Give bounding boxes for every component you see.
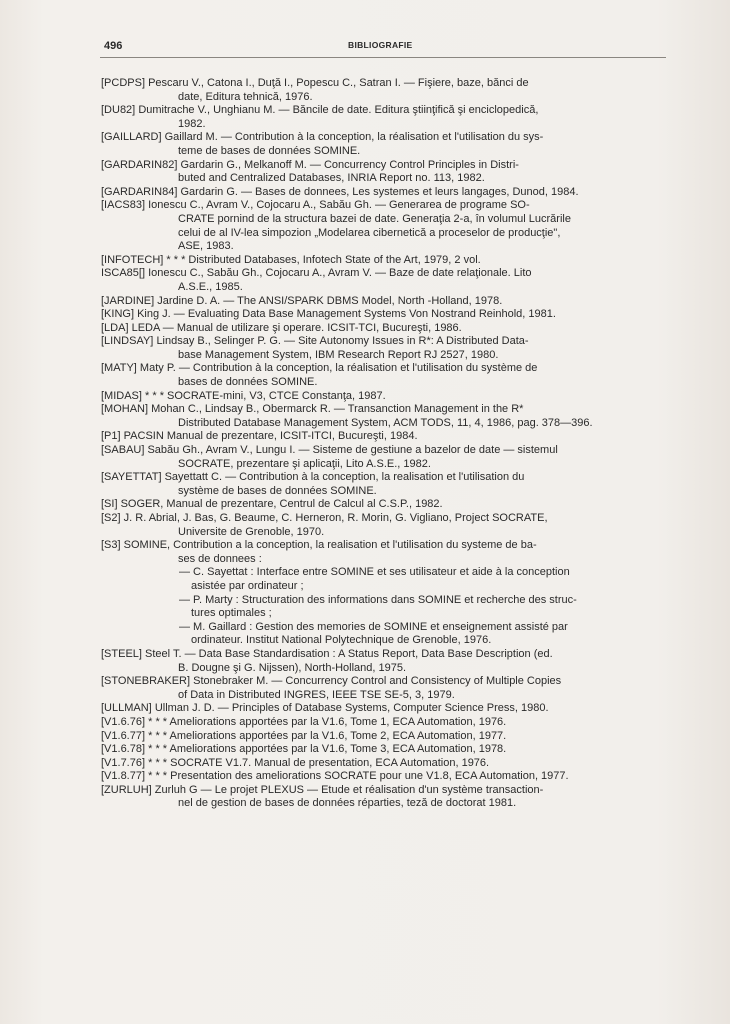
sub-entry <box>101 621 666 648</box>
reference-key: [MATY] <box>101 362 137 375</box>
reference-entry <box>101 131 666 158</box>
reference-entry <box>101 362 666 389</box>
reference-continuation: celui de al IV-lea simpozion „Modelarea cibernetică a proceselor de producţie", <box>178 226 561 239</box>
reference-text: Lindsay B., Selinger P. G. — Site Autonomy Issues in R*: A Distributed Data- <box>156 335 529 348</box>
reference-entry <box>101 186 666 200</box>
reference-key: [P1] <box>101 430 121 443</box>
reference-text: Gardarin G., Melkanoff M. — Concurrency Control Principles in Distri- <box>180 158 519 171</box>
sub-entry <box>101 594 666 621</box>
reference-entry <box>101 743 666 757</box>
reference-text: Ionescu C., Sabău Gh., Cojocaru A., Avram V. — Baze de date relaţionale. Lito <box>148 267 532 280</box>
reference-key: [GARDARIN84] <box>101 185 178 198</box>
sub-entry <box>101 566 666 593</box>
reference-entry <box>101 322 666 336</box>
reference-entry <box>101 403 666 430</box>
reference-key: [PCDPS] <box>101 77 146 89</box>
reference-continuation: base Management System, IBM Research Report RJ 2527, 1980. <box>178 348 499 361</box>
reference-text: Dumitrache V., Unghianu M. — Băncile de date. Editura ştiinţifică şi enciclopedică, <box>138 104 539 117</box>
reference-continuation: 1982. <box>178 117 206 130</box>
reference-entry <box>101 295 666 309</box>
reference-key: [MOHAN] <box>101 403 149 416</box>
reference-key: [ZURLUH] <box>101 783 152 796</box>
reference-entry <box>101 444 666 471</box>
reference-key: [V1.8.77] <box>101 770 146 783</box>
reference-continuation: of Data in Distributed INGRES, IEEE TSE SE-5, 3, 1979. <box>178 688 455 701</box>
reference-text: Sayettatt C. — Contribution à la conception, la realisation et l'utilisation du <box>164 471 525 484</box>
header-rule <box>100 57 666 58</box>
reference-key: [LDA] <box>101 321 129 334</box>
reference-text: Ullman J. D. — Principles of Database Systems, Computer Science Press, 1980. <box>154 702 549 715</box>
reference-text: J. R. Abrial, J. Bas, G. Beaume, C. Herneron, R. Morin, G. Vigliano, Project SOCRATE, <box>123 512 548 524</box>
reference-continuation: ASE, 1983. <box>178 240 234 253</box>
reference-text: LEDA — Manual de utilizare şi operare. ICSIT-TCI, Bucureşti, 1986. <box>131 321 462 334</box>
reference-text: * * * Ameliorations apportées par la V1.6, Tome 1, ECA Automation, 1976. <box>148 715 507 728</box>
reference-text: Ionescu C., Avram V., Cojocaru A., Sabău Gh. — Generarea de programe SO- <box>148 199 530 212</box>
reference-text: * * * Ameliorations apportées par la V1.6, Tome 2, ECA Automation, 1977. <box>148 729 507 742</box>
sub-entry-text: — M. Gaillard : Gestion des memories de SOMINE et enseignement assisté par <box>179 620 568 633</box>
reference-key: [SAYETTAT] <box>101 471 162 484</box>
page-number: 496 <box>104 40 123 52</box>
reference-entry <box>101 648 666 675</box>
reference-entry <box>101 770 666 784</box>
reference-key: [MIDAS] <box>101 389 142 402</box>
reference-entry <box>101 471 666 498</box>
reference-entry <box>101 730 666 744</box>
reference-key: [LINDSAY] <box>101 335 154 348</box>
reference-entry <box>101 430 666 444</box>
reference-text: PACSIN Manual de prezentare, ICSIT-ITCI, Bucureşti, 1984. <box>123 430 418 443</box>
reference-key: [S3] <box>101 539 121 552</box>
reference-continuation: A.S.E., 1985. <box>178 280 243 293</box>
reference-entry <box>101 267 666 294</box>
reference-key: [INFOTECH] <box>101 253 164 266</box>
reference-key: [S2] <box>101 512 121 524</box>
reference-entry <box>101 539 666 566</box>
reference-key: [GARDARIN82] <box>101 158 178 171</box>
reference-text: * * * SOCRATE-mini, V3, CTCE Constanţa, 1987. <box>145 389 386 402</box>
reference-text: * * * Ameliorations apportées par la V1.6, Tome 3, ECA Automation, 1978. <box>148 743 507 756</box>
reference-entry <box>101 757 666 771</box>
reference-key: [V1.6.77] <box>101 729 146 742</box>
reference-entry <box>101 675 666 702</box>
reference-continuation: B. Dougne şi G. Nijssen), North-Holland, 1975. <box>178 661 407 674</box>
reference-entry <box>101 254 666 268</box>
reference-key: [SI] <box>101 498 118 511</box>
reference-key: [STONEBRAKER] <box>101 675 191 688</box>
sub-entry-continuation: ordinateur. Institut National Polytechnique de Grenoble, 1976. <box>191 634 492 647</box>
reference-entry <box>101 716 666 730</box>
sub-entry-text: — P. Marty : Structuration des informations dans SOMINE et recherche des struc- <box>179 593 577 606</box>
reference-text: Sabău Gh., Avram V., Lungu I. — Sisteme de gestiune a bazelor de date — sistemul <box>147 444 558 457</box>
reference-key: [ULLMAN] <box>101 702 152 715</box>
reference-key: [V1.6.78] <box>101 743 146 756</box>
reference-key: [DU82] <box>101 104 136 117</box>
page-header <box>100 38 660 56</box>
reference-entry <box>101 390 666 404</box>
bibliography-list <box>101 77 666 811</box>
reference-continuation: nel de gestion de bases de données réparties, teză de doctorat 1981. <box>178 797 517 810</box>
reference-text: Stonebraker M. — Concurrency Control and Consistency of Multiple Copies <box>193 675 562 688</box>
reference-text: * * * SOCRATE V1.7. Manual de presentation, ECA Automation, 1976. <box>148 756 490 769</box>
reference-entry <box>101 512 666 539</box>
reference-text: SOGER, Manual de prezentare, Centrul de Calcul al C.S.P., 1982. <box>120 498 443 511</box>
reference-continuation: Distributed Database Management System, ACM TODS, 11, 4, 1986, pag. 378—396. <box>178 416 593 429</box>
sub-entry-continuation: tures optimales ; <box>191 607 272 620</box>
reference-entry <box>101 77 666 104</box>
reference-key: ISCA85[] <box>101 267 146 280</box>
reference-text: Gardarin G. — Bases de donnees, Les systemes et leurs langages, Dunod, 1984. <box>180 185 579 198</box>
reference-key: [V1.6.76] <box>101 715 146 728</box>
reference-key: [SABAU] <box>101 444 145 457</box>
reference-text: * * * Distributed Databases, Infotech State of the Art, 1979, 2 vol. <box>166 253 481 266</box>
reference-text: King J. — Evaluating Data Base Management Systems Von Nostrand Reinhold, 1981. <box>137 308 556 321</box>
reference-text: Maty P. — Contribution à la conception, la réalisation et l'utilisation du système de <box>139 362 538 375</box>
reference-continuation: ses de donnees : <box>178 552 262 565</box>
reference-key: [V1.7.76] <box>101 756 146 769</box>
reference-text: Jardine D. A. — The ANSI/SPARK DBMS Model, North -Holland, 1978. <box>157 294 503 307</box>
reference-continuation: CRATE pornind de la structura bazei de date. Generaţia 2-a, în volumul Lucrările <box>178 212 571 225</box>
reference-entry <box>101 308 666 322</box>
reference-continuation: Universite de Grenoble, 1970. <box>178 525 325 538</box>
reference-text: SOMINE, Contribution a la conception, la realisation et l'utilisation du systeme de ba- <box>123 539 537 552</box>
reference-continuation: SOCRATE, prezentare şi aplicaţii, Lito A.S.E., 1982. <box>178 457 431 470</box>
reference-text: Gaillard M. — Contribution à la conception, la réalisation et l'utilisation du sys- <box>164 131 544 144</box>
reference-entry <box>101 498 666 512</box>
running-title: BIBLIOGRAFIE <box>348 40 413 50</box>
reference-entry <box>101 335 666 362</box>
reference-key: [IACS83] <box>101 199 146 212</box>
reference-continuation: teme de bases de données SOMINE. <box>178 144 361 157</box>
reference-entry <box>101 104 666 131</box>
reference-entry <box>101 784 666 811</box>
reference-key: [JARDINE] <box>101 294 155 307</box>
reference-key: [STEEL] <box>101 647 142 660</box>
reference-text: Zurluh G — Le projet PLEXUS — Etude et réalisation d'un système transaction- <box>154 783 544 796</box>
reference-text: * * * Presentation des ameliorations SOCRATE pour une V1.8, ECA Automation, 1977. <box>148 770 569 783</box>
reference-continuation: date, Editura tehnică, 1976. <box>178 90 313 103</box>
reference-text: Mohan C., Lindsay B., Obermarck R. — Transanction Management in the R* <box>151 403 524 416</box>
reference-continuation: système de bases de données SOMINE. <box>178 484 377 497</box>
sub-entry-text: — C. Sayettat : Interface entre SOMINE et ses utilisateur et aide à la conception <box>179 566 570 579</box>
reference-continuation: buted and Centralized Databases, INRIA Report no. 113, 1982. <box>178 172 485 185</box>
reference-key: [GAILLARD] <box>101 131 162 144</box>
reference-entry <box>101 702 666 716</box>
sub-entry-continuation: asistée par ordinateur ; <box>191 579 304 592</box>
reference-key: [KING] <box>101 308 135 321</box>
reference-text: Steel T. — Data Base Standardisation : A Status Report, Data Base Description (ed. <box>145 647 553 660</box>
reference-entry <box>101 199 666 253</box>
reference-continuation: bases de données SOMINE. <box>178 376 318 389</box>
reference-entry <box>101 159 666 186</box>
reference-text: Pescaru V., Catona I., Duţă I., Popescu C., Satran I. — Fişiere, baze, bănci de <box>148 77 529 89</box>
